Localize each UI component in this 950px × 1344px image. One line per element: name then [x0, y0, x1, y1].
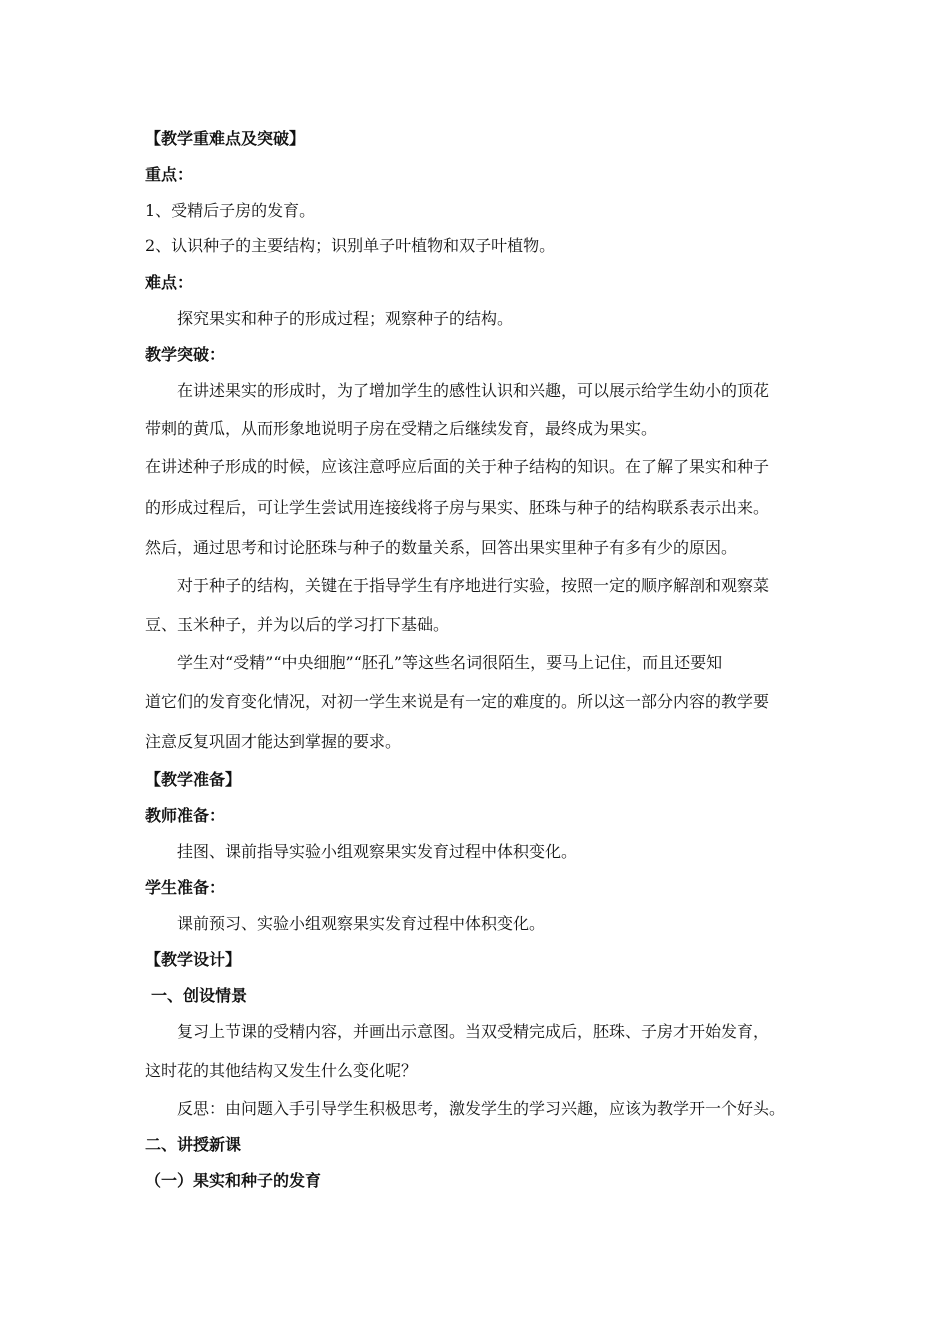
- paragraph-line: 这时花的其他结构又发生什么变化呢？: [145, 1061, 418, 1080]
- paragraph-line: 的形成过程后，可让学生尝试用连接线将子房与果实、胚珠与种子的结构联系表示出来。: [145, 498, 770, 517]
- paragraph-line: 学生对“受精”“中央细胞”“胚孔”等这些名词很陌生，要马上记住，而且还要知: [177, 653, 723, 672]
- step2-title: 二、讲授新课: [145, 1135, 242, 1154]
- teacher-prep-label: 教师准备：: [145, 806, 226, 825]
- paragraph-line: 道它们的发育变化情况，对初一学生来说是有一定的难度的。所以这一部分内容的教学要: [145, 692, 770, 711]
- section-heading-difficulty: 【教学重难点及突破】: [145, 129, 306, 148]
- teacher-prep-text: 挂图、课前指导实验小组观察果实发育过程中体积变化。: [177, 842, 578, 861]
- paragraph-line: 复习上节课的受精内容，并画出示意图。当双受精完成后，胚珠、子房才开始发育，: [177, 1022, 770, 1041]
- reflection-text: 反思：由问题入手引导学生积极思考，激发学生的学习兴趣，应该为教学开一个好头。: [177, 1099, 786, 1118]
- paragraph-line: 然后，通过思考和讨论胚珠与种子的数量关系，回答出果实里种子有多有少的原因。: [145, 538, 738, 557]
- paragraph-line: 豆、玉米种子，并为以后的学习打下基础。: [145, 615, 450, 634]
- paragraph-line: 注意反复巩固才能达到掌握的要求。: [145, 732, 402, 751]
- section-heading-design: 【教学设计】: [145, 950, 242, 969]
- student-prep-label: 学生准备：: [145, 878, 226, 897]
- key-point-item: 1、受精后子房的发育。: [145, 201, 316, 220]
- student-prep-text: 课前预习、实验小组观察果实发育过程中体积变化。: [177, 914, 546, 933]
- paragraph-line: 在讲述果实的形成时，为了增加学生的感性认识和兴趣，可以展示给学生幼小的顶花: [177, 381, 770, 400]
- difficulty-label: 难点：: [145, 273, 194, 292]
- breakthrough-label: 教学突破：: [145, 345, 226, 364]
- key-point-item: 2、认识种子的主要结构；识别单子叶植物和双子叶植物。: [145, 236, 556, 255]
- section-heading-prep: 【教学准备】: [145, 770, 242, 789]
- paragraph-line: 带刺的黄瓜，从而形象地说明子房在受精之后继续发育，最终成为果实。: [145, 419, 658, 438]
- paragraph-line: 对于种子的结构，关键在于指导学生有序地进行实验，按照一定的顺序解剖和观察菜: [177, 576, 770, 595]
- difficulty-text: 探究果实和种子的形成过程；观察种子的结构。: [177, 309, 514, 328]
- paragraph-line: 在讲述种子形成的时候，应该注意呼应后面的关于种子结构的知识。在了解了果实和种子: [145, 457, 770, 476]
- step2-subtitle: （一）果实和种子的发育: [145, 1171, 322, 1190]
- key-points-label: 重点：: [145, 165, 194, 184]
- step1-title: 一、创设情景: [151, 986, 248, 1005]
